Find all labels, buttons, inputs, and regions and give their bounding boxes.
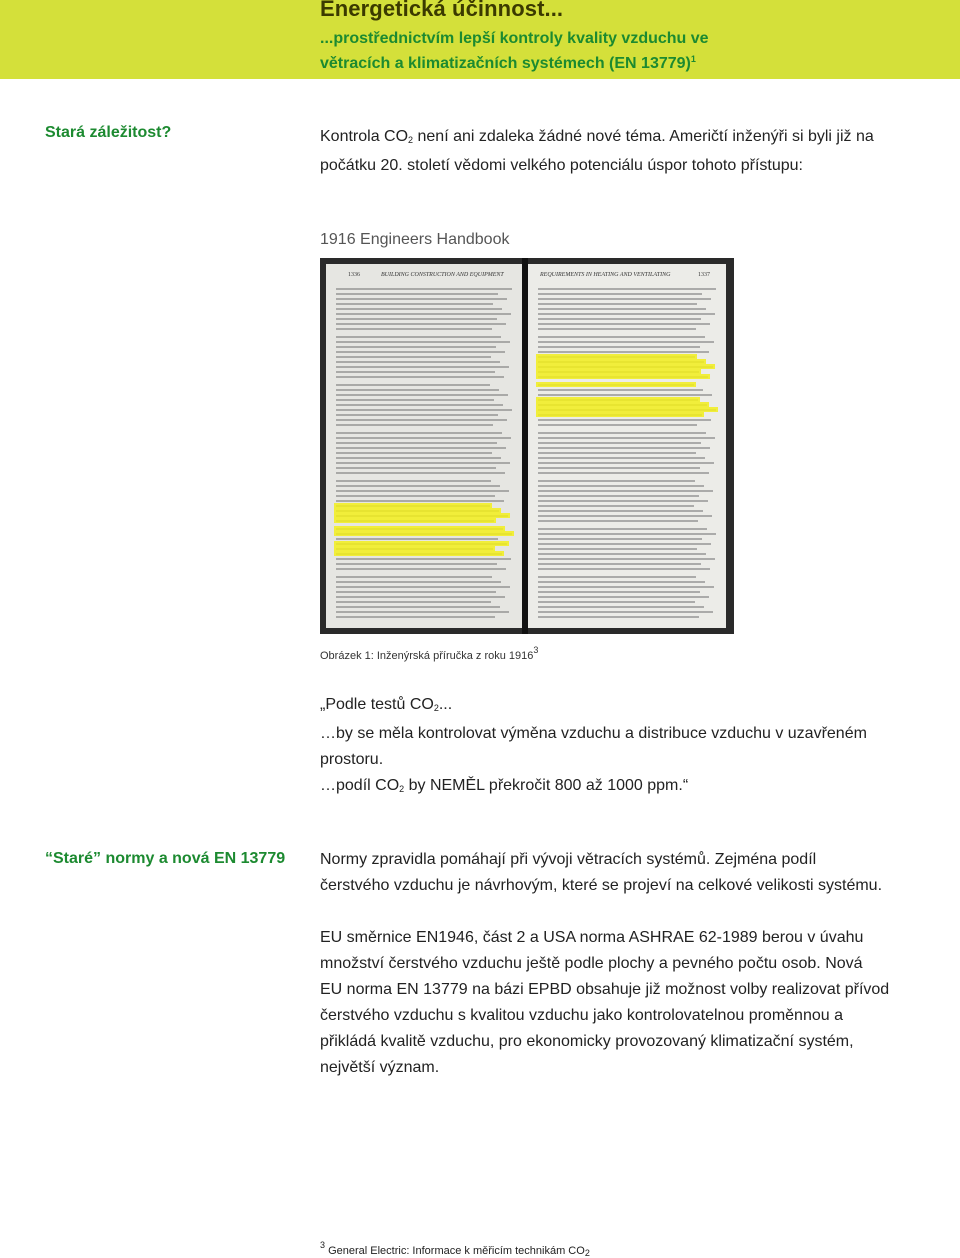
intro-line-1: Kontrola $CO_2$ není ani zdaleka žádné nové téma. Američtí inženýři si byli již na [320, 128, 874, 145]
book-text-line [336, 346, 496, 348]
book-text-line [336, 500, 504, 502]
norms-p2-line-2: množství čerstvého vzduchu ještě podle plochy a pevného počtu osob. Nová [320, 955, 863, 972]
book-text-line [336, 606, 500, 608]
left-running-head: BUILDING CONSTRUCTION AND EQUIPMENT [381, 272, 504, 278]
book-text-line [538, 303, 697, 305]
book-text-line [538, 437, 715, 439]
book-text-line [538, 586, 714, 588]
book-text-line [538, 553, 706, 555]
book-text-line [336, 336, 501, 338]
book-text-line [538, 447, 710, 449]
book-text-line [336, 462, 510, 464]
book-text-line [336, 323, 506, 325]
book-text-line [538, 611, 713, 613]
book-text-line [336, 480, 491, 482]
book-text-line [538, 394, 712, 396]
book-text-line [336, 457, 501, 459]
book-text-line [336, 586, 510, 588]
book-text-line [336, 596, 505, 598]
book-text-line [538, 328, 696, 330]
book-text-line [538, 462, 714, 464]
book-text-line [538, 288, 716, 290]
book-text-line [336, 432, 502, 434]
norms-p2-line-5: přikládá kvalitě vzduchu, pro ekonomicky provozovaný klimatizační systém, [320, 1033, 854, 1050]
book-text-line [336, 404, 503, 406]
book-text-line [538, 548, 697, 550]
book-text-line [336, 409, 512, 411]
book-text-line [538, 389, 703, 391]
book-text-line [336, 351, 505, 353]
book-text-line [538, 533, 716, 535]
book-text-line [538, 601, 695, 603]
book-text-line [538, 432, 706, 434]
section-heading-norms: “Staré” normy a nová EN 13779 [45, 850, 286, 867]
handbook-title: 1916 Engineers Handbook [320, 231, 510, 248]
book-text-line [336, 341, 510, 343]
book-text-line [538, 346, 700, 348]
book-text-line [538, 490, 713, 492]
norms-p2-line-3: EU norma EN 13779 na bázi EPBD obsahuje již možnost volby realizovat přívod [320, 981, 890, 998]
book-text-line [538, 558, 715, 560]
book-text-line [538, 424, 697, 426]
book-highlight [536, 374, 710, 379]
book-text-line [538, 495, 699, 497]
book-text-line [336, 591, 496, 593]
book-text-line [538, 568, 710, 570]
book-text-line [538, 591, 700, 593]
handbook-left-page [326, 264, 522, 628]
quote-line-2: …by se měla kontrolovat výměna vzduchu a distribuce vzduchu v uzavřeném [320, 725, 867, 742]
book-text-line [336, 371, 495, 373]
right-running-head: REQUIREMENTS IN HEATING AND VENTILATING [540, 272, 671, 278]
book-text-line [538, 485, 704, 487]
book-text-line [336, 601, 491, 603]
book-highlight [536, 382, 696, 387]
book-text-line [538, 457, 705, 459]
book-text-line [538, 500, 708, 502]
quote-line-1: „Podle testů $CO_2$... [320, 696, 453, 713]
book-text-line [538, 616, 699, 618]
book-text-line [538, 528, 707, 530]
book-text-line [538, 563, 701, 565]
book-text-line [336, 389, 499, 391]
quote-block [320, 692, 920, 802]
book-text-line [538, 293, 702, 295]
book-text-line [538, 323, 710, 325]
norms-p2-line-4: čerstvého vzduchu s kvalitou vzduchu jako kontrolovatelnou proměnnou a [320, 1007, 843, 1024]
intro-paragraph [320, 124, 920, 179]
book-text-line [336, 288, 512, 290]
book-text-line [336, 576, 492, 578]
book-text-line [336, 437, 511, 439]
book-text-line [336, 303, 493, 305]
book-text-line [336, 308, 502, 310]
book-text-line [336, 611, 509, 613]
book-text-line [538, 318, 701, 320]
book-text-line [336, 467, 496, 469]
book-text-line [538, 596, 709, 598]
book-text-line [336, 384, 490, 386]
book-text-line [538, 452, 696, 454]
book-text-line [336, 366, 509, 368]
book-text-line [336, 485, 500, 487]
book-text-line [336, 328, 492, 330]
book-text-line [336, 414, 498, 416]
book-text-line [336, 298, 507, 300]
book-text-line [336, 472, 505, 474]
book-text-line [336, 616, 495, 618]
book-text-line [538, 505, 694, 507]
book-text-line [538, 510, 703, 512]
section-heading-old-matter: Stará záležitost? [45, 124, 172, 141]
book-text-line [538, 336, 705, 338]
book-text-line [538, 606, 704, 608]
book-text-line [336, 313, 511, 315]
handbook-photo [320, 258, 734, 634]
book-highlight [334, 551, 504, 556]
book-text-line [538, 520, 698, 522]
figure-caption: Obrázek 1: Inženýrská příručka z roku 1916$^3$ [320, 645, 539, 662]
book-text-line [336, 447, 506, 449]
book-highlight [334, 518, 496, 523]
book-text-line [336, 538, 498, 540]
book-text-line [538, 351, 709, 353]
book-text-line [538, 467, 700, 469]
book-text-line [538, 341, 714, 343]
book-text-line [538, 543, 711, 545]
book-text-line [336, 399, 494, 401]
norms-paragraph-2 [320, 925, 920, 1081]
intro-line-2: počátku 20. století vědomi velkého potenciálu úspor tohoto přístupu: [320, 157, 803, 174]
book-text-line [336, 490, 509, 492]
book-text-line [336, 442, 497, 444]
book-highlight [536, 412, 704, 417]
page-subtitle [320, 28, 940, 74]
book-text-line [336, 419, 507, 421]
book-text-line [538, 515, 712, 517]
book-text-line [538, 538, 702, 540]
book-text-line [336, 318, 497, 320]
book-text-line [538, 313, 715, 315]
norms-p2-line-6: největší význam. [320, 1059, 440, 1076]
book-text-line [336, 563, 497, 565]
book-text-line [336, 361, 500, 363]
book-text-line [336, 293, 498, 295]
book-text-line [538, 298, 711, 300]
book-text-line [336, 568, 506, 570]
book-text-line [538, 308, 706, 310]
book-text-line [336, 376, 504, 378]
book-text-line [538, 419, 711, 421]
book-text-line [336, 394, 508, 396]
norms-p2-line-1: EU směrnice EN1946, část 2 a USA norma ASHRAE 62-1989 berou v úvahu [320, 929, 864, 946]
subtitle-footnote-ref: 1 [690, 54, 696, 64]
book-text-line [538, 581, 705, 583]
handbook-right-page [528, 264, 726, 628]
book-text-line [538, 480, 695, 482]
subtitle-line-2: větracích a klimatizačních systémech (EN 13779)$^1$ [320, 54, 696, 72]
norms-paragraph-1 [320, 847, 920, 899]
quote-line-3: prostoru. [320, 751, 384, 768]
header-band [0, 0, 960, 79]
book-text-line [336, 424, 493, 426]
book-text-line [336, 558, 511, 560]
page-title: Energetická účinnost... [320, 0, 564, 21]
book-text-line [336, 356, 491, 358]
norms-p1-line-1: Normy zpravidla pomáhají při vývoji větracích systémů. Zejména podíl [320, 851, 817, 868]
footnote: $^3$ General Electric: Informace k měřicím technikám $CO_2$ [320, 1240, 590, 1258]
book-text-line [538, 442, 701, 444]
quote-line-4: …podíl $CO_2$ by NEMĚL překročit 800 až 1000 ppm.“ [320, 777, 689, 794]
book-text-line [336, 452, 492, 454]
book-text-line [336, 581, 501, 583]
norms-p1-line-2: čerstvého vzduchu je návrhovým, které se projeví na celkové velikosti systému. [320, 877, 883, 894]
book-text-line [538, 576, 696, 578]
book-text-line [336, 495, 495, 497]
left-page-number: 1336 [348, 272, 360, 278]
book-highlight [334, 531, 514, 536]
subtitle-line-1: ...prostřednictvím lepší kontroly kvality vzduchu ve [320, 30, 709, 47]
right-page-number: 1337 [698, 272, 710, 278]
book-text-line [538, 472, 709, 474]
